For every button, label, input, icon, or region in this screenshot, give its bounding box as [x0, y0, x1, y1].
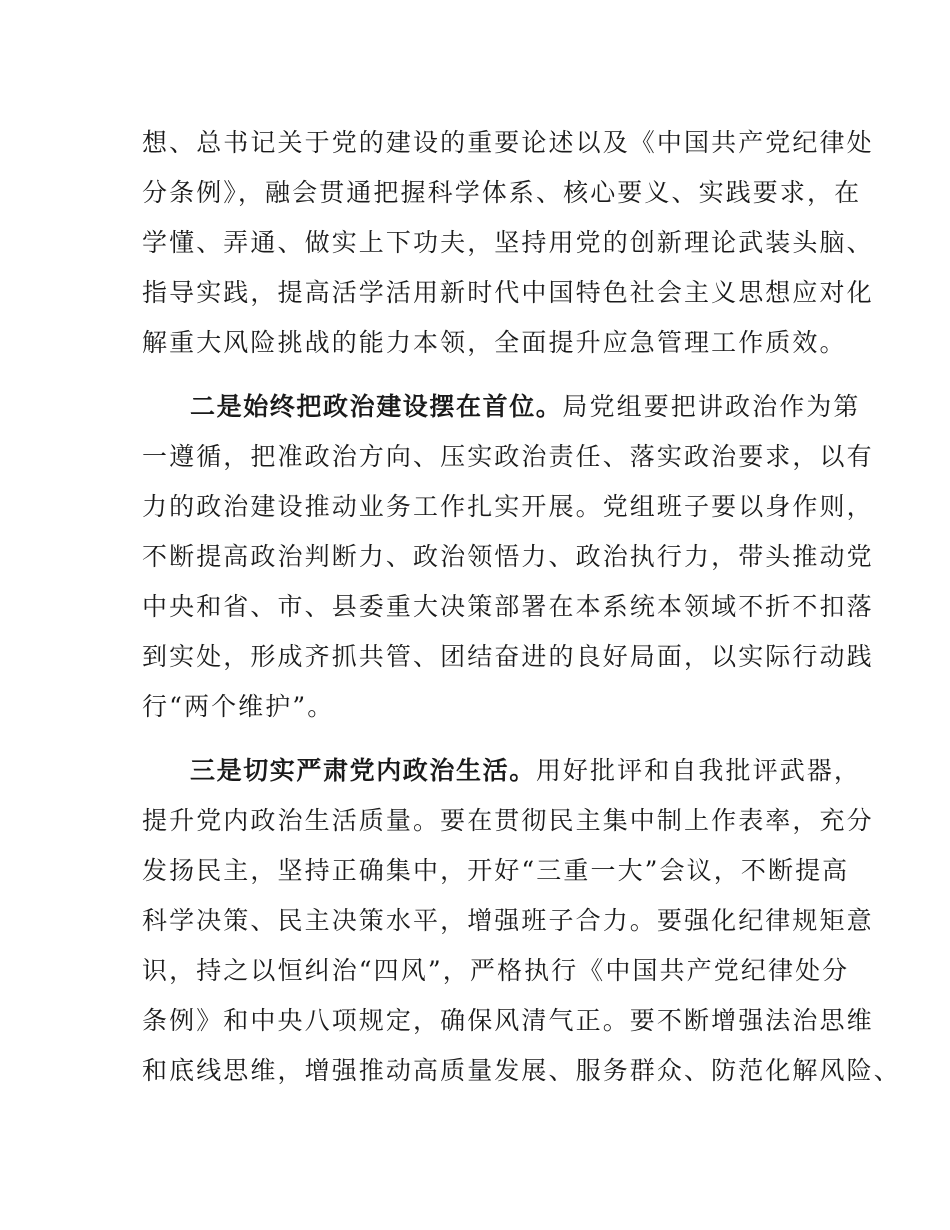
paragraph-3-line-7: 和底线思维，增强推动高质量发展、服务群众、防范化解风险、: [142, 1056, 901, 1085]
paragraph-3-line-1: [190, 754, 862, 788]
paragraph-2-line-1: [190, 390, 861, 424]
paragraph-1-line-3: 学懂、弄通、做实上下功夫，坚持用党的创新理论武装头脑、: [142, 228, 874, 257]
paragraph-2-line-6: 到实处，形成齐抓共管、团结奋进的良好局面，以实际行动践: [142, 642, 874, 671]
paragraph-3-heading: 三是切实严肃党内政治生活。: [190, 756, 536, 785]
paragraph-1-line-1: 想、总书记关于党的建设的重要论述以及《中国共产党纪律处: [142, 128, 874, 157]
paragraph-3-line-2: 提升党内政治生活质量。要在贯彻民主集中制上作表率，充分: [142, 806, 874, 835]
paragraph-1-line-2: 分条例》，融会贯通把握科学体系、核心要义、实践要求，在: [142, 178, 862, 207]
paragraph-2-line-4: 不断提高政治判断力、政治领悟力、政治执行力，带头推动党: [142, 542, 874, 571]
paragraph-2-line-3: 力的政治建设推动业务工作扎实开展。党组班子要以身作则，: [142, 492, 874, 521]
paragraph-3-line-5: 识，持之以恒纠治“四风”，严格执行《中国共产党纪律处分: [142, 956, 850, 985]
paragraph-2-line-2: 一遵循，把准政治方向、压实政治责任、落实政治要求，以有: [142, 442, 874, 471]
paragraph-2-first-line-rest: 局党组要把讲政治作为第: [562, 392, 861, 421]
paragraph-2-line-5: 中央和省、市、县委重大决策部署在本系统本领域不折不扣落: [142, 592, 874, 621]
paragraph-2-heading: 二是始终把政治建设摆在首位。: [190, 392, 563, 421]
paragraph-3-line-6: 条例》和中央八项规定，确保风清气正。要不断增强法治思维: [142, 1006, 874, 1035]
paragraph-3-line-4: 科学决策、民主决策水平，增强班子合力。要强化纪律规矩意: [142, 906, 874, 935]
paragraph-2-line-7: 行“两个维护”。: [142, 692, 335, 721]
paragraph-1-line-4: 指导实践，提高活学活用新时代中国特色社会主义思想应对化: [142, 278, 874, 307]
paragraph-1-line-5: 解重大风险挑战的能力本领，全面提升应急管理工作质效。: [142, 328, 847, 357]
paragraph-3-line-3: 发扬民主，坚持正确集中，开好“三重一大”会议，不断提高: [142, 856, 850, 885]
paragraph-3-first-line-rest: 用好批评和自我批评武器，: [535, 756, 862, 785]
